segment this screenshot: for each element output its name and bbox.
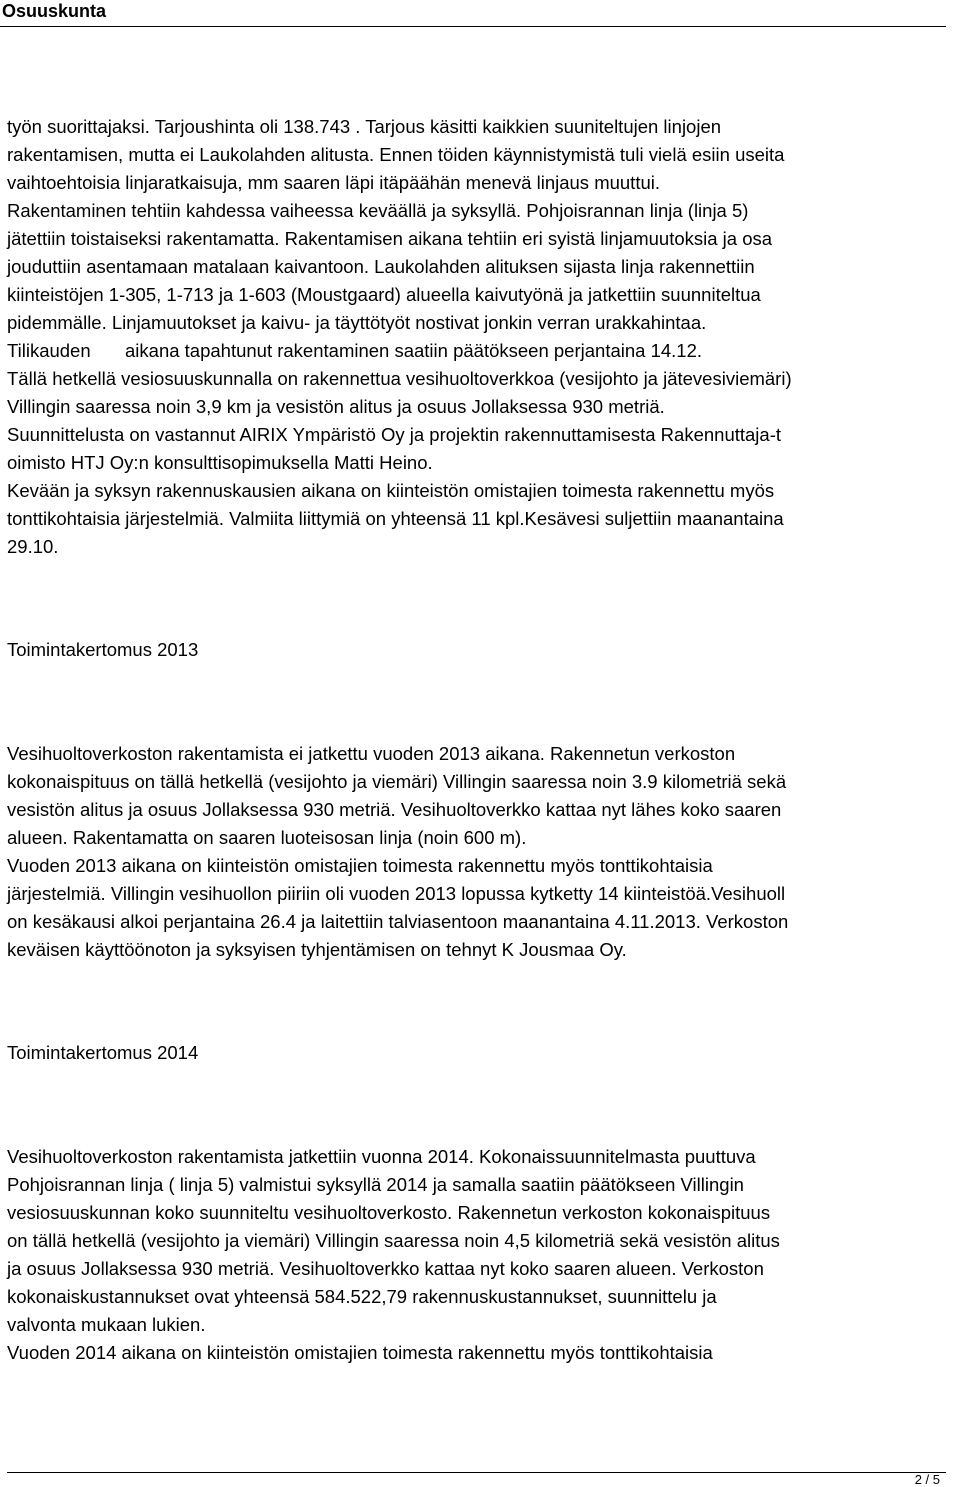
text-line: Kevään ja syksyn rakennuskausien aikana on kiinteistön omistajien toimesta rakennettu myös: [7, 480, 775, 501]
paragraph-1: [7, 113, 953, 561]
text-line: Villingin saaressa noin 3,9 km ja vesistön alitus ja osuus Jollaksessa 930 metriä.: [7, 396, 665, 417]
text-line: Rakentaminen tehtiin kahdessa vaiheessa keväällä ja syksyllä. Pohjoisrannan linja (linja 5): [7, 200, 749, 221]
text-line: vesiosuuskunnan koko suunniteltu vesihuoltoverkosto. Rakennetun verkoston kokonaispituus: [7, 1202, 771, 1223]
text-line: Vesihuoltoverkoston rakentamista ei jatkettu vuoden 2013 aikana. Rakennetun verkoston: [7, 743, 736, 764]
paragraph-2013: [7, 740, 953, 964]
text-line: rakentamisen, mutta ei Laukolahden alitusta. Ennen töiden käynnistymistä tuli vielä esiin useita: [7, 144, 785, 165]
text-line: vesistön alitus ja osuus Jollaksessa 930 metriä. Vesihuoltoverkko kattaa nyt lähes koko saaren: [7, 799, 782, 820]
spacer: [7, 1067, 953, 1143]
spacer: [7, 561, 953, 636]
text-line: valvonta mukaan lukien.: [7, 1314, 206, 1335]
text-line: keväisen käyttöönoton ja syksyisen tyhjentämisen on tehnyt K Jousmaa Oy.: [7, 939, 627, 960]
text-line: on kesäkausi alkoi perjantaina 26.4 ja laitettiin talviasentoon maanantaina 4.11.2013. Verkoston: [7, 911, 789, 932]
text-line: oimisto HTJ Oy:n konsulttisopimuksella Matti Heino.: [7, 452, 433, 473]
section-title-2013: Toimintakertomus 2013: [7, 639, 199, 660]
text-line: jätettiin toistaiseksi rakentamatta. Rakentamisen aikana tehtiin eri syistä linjamuutoksia ja osa: [7, 228, 773, 249]
text-line: Tällä hetkellä vesiosuuskunnalla on rakennettua vesihuoltoverkkoa (vesijohto ja jätevesiviemäri): [7, 368, 792, 389]
text-line: 29.10.: [7, 536, 59, 557]
text-line: työn suorittajaksi. Tarjoushinta oli 138.743 . Tarjous käsitti kaikkien suuniteltujen linjojen: [7, 116, 722, 137]
header-title: Osuuskunta: [2, 1, 107, 21]
text-line: Suunnittelusta on vastannut AIRIX Ympäristö Oy ja projektin rakennuttamisesta Rakennuttaja-t: [7, 424, 782, 445]
spacer: [7, 964, 953, 1039]
section-title-2014: Toimintakertomus 2014: [7, 1042, 199, 1063]
paragraph-2014: [7, 1143, 953, 1367]
text-line: kiinteistöjen 1-305, 1-713 ja 1-603 (Moustgaard) alueella kaivutyönä ja jatkettiin suunniteltua: [7, 284, 761, 305]
text-line: ja osuus Jollaksessa 930 metriä. Vesihuoltoverkko kattaa nyt koko saaren alueen. Verkoston: [7, 1258, 764, 1279]
text-line: kokonaiskustannukset ovat yhteensä 584.522,79 rakennuskustannukset, suunnittelu ja: [7, 1286, 717, 1307]
text-line: Vesihuoltoverkoston rakentamista jatkettiin vuonna 2014. Kokonaissuunnitelmasta puuttuva: [7, 1146, 756, 1167]
text-line: jouduttiin asentamaan matalaan kaivantoon. Laukolahden alituksen sijasta linja rakennettiin: [7, 256, 755, 277]
page-header: [0, 0, 946, 27]
spacer: [7, 664, 953, 740]
text-line: tonttikohtaisia järjestelmiä. Valmiita liittymiä on yhteensä 11 kpl.Kesävesi suljettiin maanantaina: [7, 508, 784, 529]
tilikauden-line: [7, 337, 953, 365]
page-number: 2 / 5: [914, 1472, 940, 1487]
text-line: kokonaispituus on tällä hetkellä (vesijohto ja viemäri) Villingin saaressa noin 3.9 kilometriä sekä: [7, 771, 787, 792]
text-line: on tällä hetkellä (vesijohto ja viemäri) Villingin saaressa noin 4,5 kilometriä sekä vesistön alitus: [7, 1230, 780, 1251]
text-line: Pohjoisrannan linja ( linja 5) valmistui syksyllä 2014 ja samalla saatiin päätökseen Villingin: [7, 1174, 744, 1195]
document-body: [7, 113, 953, 1367]
text-line: vaihtoehtoisia linjaratkaisuja, mm saaren läpi itäpäähän menevä linjaus muuttui.: [7, 172, 661, 193]
text-line: pidemmälle. Linjamuutokset ja kaivu- ja täyttötyöt nostivat jonkin verran urakkahintaa.: [7, 312, 707, 333]
text-line: järjestelmiä. Villingin vesihuollon piiriin oli vuoden 2013 lopussa kytketty 14 kiinteistöä.Vesihuoll: [7, 883, 786, 904]
text-line: Vuoden 2013 aikana on kiinteistön omistajien toimesta rakennettu myös tonttikohtaisia: [7, 855, 713, 876]
text-fragment: aikana tapahtunut rakentaminen saatiin päätökseen perjantaina 14.12.: [125, 340, 703, 361]
text-fragment: Tilikauden: [7, 340, 91, 361]
footer-divider: [7, 1472, 946, 1473]
text-line: alueen. Rakentamatta on saaren luoteisosan linja (noin 600 m).: [7, 827, 527, 848]
text-line: Vuoden 2014 aikana on kiinteistön omistajien toimesta rakennettu myös tonttikohtaisia: [7, 1342, 713, 1363]
